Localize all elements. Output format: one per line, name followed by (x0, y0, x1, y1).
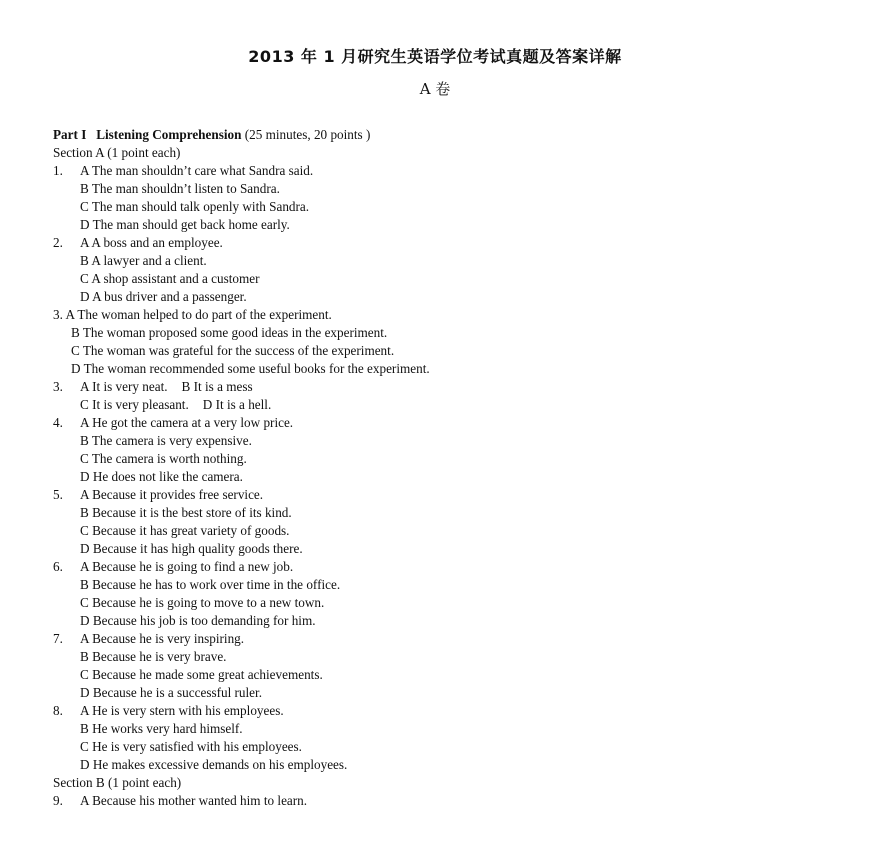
question-7 (53, 630, 833, 648)
question-number: 1. (53, 163, 63, 178)
option-b: B It is a mess (181, 379, 253, 394)
option-c: C Because he made some great achievements. (80, 667, 323, 682)
question-5 (53, 486, 833, 504)
option-a: A Because it provides free service. (80, 487, 264, 502)
option-a: A He got the camera at a very low price. (80, 415, 294, 430)
question-number: 9. (53, 793, 63, 808)
part-meta: (25 minutes, 20 points ) (241, 127, 371, 142)
option-d: D The woman recommended some useful books for the experiment. (71, 361, 430, 376)
question-number: 2. (53, 235, 63, 250)
option-c: C Because he is going to move to a new town. (80, 595, 325, 610)
question-9 (53, 792, 833, 810)
paper-version: A 卷 (419, 80, 451, 98)
question-number: 3. (53, 379, 63, 394)
option-d: D He makes excessive demands on his employees. (80, 757, 348, 772)
option-d: D The man should get back home early. (80, 217, 290, 232)
option-d: D He does not like the camera. (80, 469, 243, 484)
part-label: Part I (53, 127, 87, 142)
option-b: B A lawyer and a client. (80, 253, 207, 268)
part-name: Listening Comprehension (96, 127, 242, 142)
option-b: B Because it is the best store of its kind. (80, 505, 292, 520)
question-number: 4. (53, 415, 63, 430)
option-a: A A boss and an employee. (80, 235, 223, 250)
option-d: D Because his job is too demanding for him. (80, 613, 316, 628)
option-a: A Because his mother wanted him to learn. (80, 793, 308, 808)
section-b-heading: Section B (1 point each) (53, 775, 182, 790)
option-c: C The woman was grateful for the success of the experiment. (71, 343, 395, 358)
options-c-d (53, 396, 833, 414)
option-a: A The man shouldn’t care what Sandra said. (80, 163, 314, 178)
option-d: D A bus driver and a passenger. (80, 289, 247, 304)
question-1 (53, 162, 833, 180)
option-b: B The man shouldn’t listen to Sandra. (80, 181, 280, 196)
option-c: C The camera is worth nothing. (80, 451, 247, 466)
question-2 (53, 234, 833, 252)
option-c: C He is very satisfied with his employees. (80, 739, 302, 754)
question-6 (53, 558, 833, 576)
document-body (53, 126, 833, 810)
option-a: A It is very neat. (80, 379, 168, 394)
option-b: B The camera is very expensive. (80, 433, 252, 448)
option-c: C Because it has great variety of goods. (80, 523, 290, 538)
option-b: B Because he is very brave. (80, 649, 227, 664)
question-4 (53, 414, 833, 432)
question-3-second (53, 378, 833, 396)
option-a: A Because he is very inspiring. (80, 631, 245, 646)
question-number: 6. (53, 559, 63, 574)
option-d: D It is a hell. (202, 397, 272, 412)
question-number: 8. (53, 703, 63, 718)
question-number: 7. (53, 631, 63, 646)
part-heading (53, 126, 833, 144)
option-c: C A shop assistant and a customer (80, 271, 260, 286)
option-c: C The man should talk openly with Sandra. (80, 199, 310, 214)
option-c: C It is very pleasant. (80, 397, 189, 412)
section-a-heading: Section A (1 point each) (53, 145, 181, 160)
question-3-first: 3. A The woman helped to do part of the experiment. (53, 307, 332, 322)
option-a: A He is very stern with his employees. (80, 703, 284, 718)
question-number: 5. (53, 487, 63, 502)
option-b: B He works very hard himself. (80, 721, 243, 736)
option-b: B Because he has to work over time in the office. (80, 577, 341, 592)
option-d: D Because it has high quality goods there. (80, 541, 303, 556)
option-b: B The woman proposed some good ideas in the experiment. (71, 325, 388, 340)
document-title: 2013 年 1 月研究生英语学位考试真题及答案详解 (248, 47, 622, 66)
question-8 (53, 702, 833, 720)
option-d: D Because he is a successful ruler. (80, 685, 262, 700)
option-a: A Because he is going to find a new job. (80, 559, 294, 574)
